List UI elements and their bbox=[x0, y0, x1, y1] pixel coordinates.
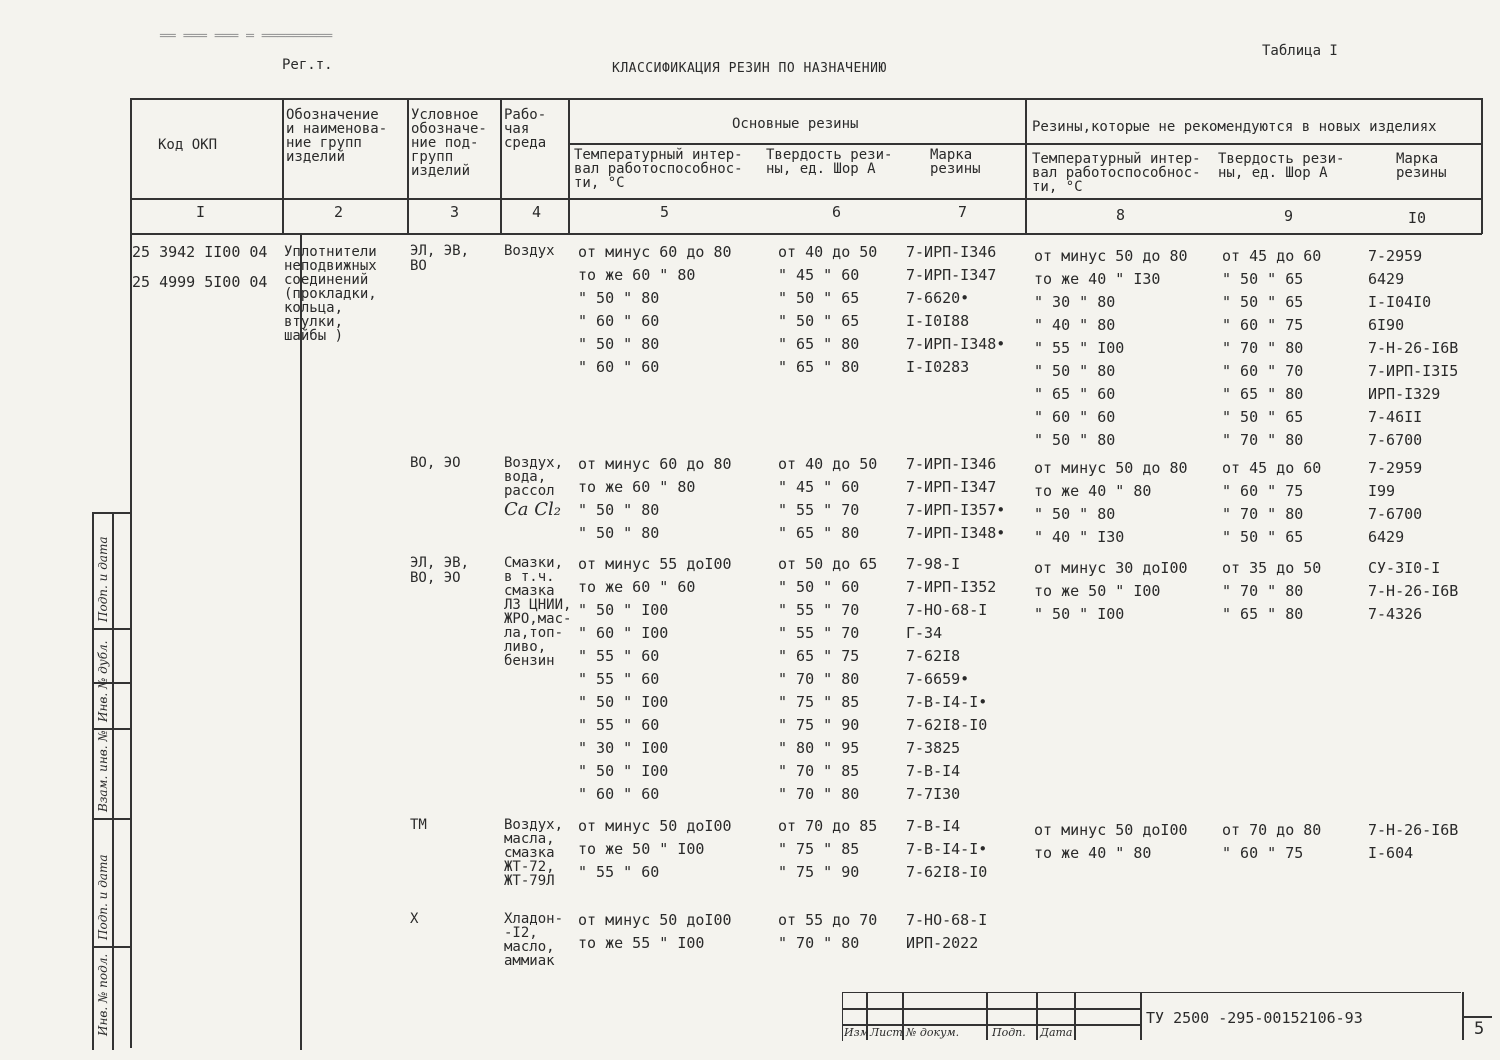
subgroup-code: ТМ bbox=[410, 817, 427, 833]
notrec-hardness: " 70 " 80 bbox=[1222, 505, 1304, 523]
medium-text: масла, bbox=[504, 831, 555, 847]
medium-text: ливо, bbox=[504, 639, 547, 655]
notrec-temp-range: от минус 50 до 80 bbox=[1034, 459, 1188, 477]
main-temp-range: " 60 " 60 bbox=[578, 358, 660, 376]
main-hardness: " 75 " 90 bbox=[778, 863, 860, 881]
notrec-rubber-grade: 7-4326 bbox=[1368, 605, 1423, 623]
notrec-temp-range: то же 40 " I30 bbox=[1034, 270, 1161, 288]
header-name: Обозначение и наименова- ние групп изделий bbox=[286, 107, 388, 165]
main-rubber-grade: 7-ИРП-I347 bbox=[906, 478, 997, 496]
notrec-rubber-grade: I-604 bbox=[1368, 844, 1414, 862]
column-numbers-rule bbox=[130, 233, 1482, 235]
main-rubber-grade: 7-В-I4 bbox=[906, 817, 961, 835]
notrec-temp-range: от минус 50 до 80 bbox=[1034, 247, 1188, 265]
main-temp-range: то же 60 " 80 bbox=[578, 266, 696, 284]
sheet-number: 5 bbox=[1474, 1019, 1485, 1039]
header-notrec-temp: Температурный интер- вал работоспособнос- ти, °С bbox=[1032, 151, 1201, 195]
page-title: КЛАССИФИКАЦИЯ РЕЗИН ПО НАЗНАЧЕНИЮ bbox=[612, 61, 887, 76]
header-env: Рабо- чая среда bbox=[504, 107, 547, 151]
main-temp-range: от минус 60 до 80 bbox=[578, 243, 732, 261]
okp-code: 25 4999 5I00 04 bbox=[132, 273, 268, 291]
main-hardness: " 70 " 80 bbox=[778, 670, 860, 688]
main-rubber-grade: I-I0283 bbox=[906, 358, 970, 376]
main-temp-range: " 50 " I00 bbox=[578, 693, 669, 711]
medium-text: смазка bbox=[504, 845, 555, 861]
main-temp-range: от минус 55 доI00 bbox=[578, 555, 732, 573]
top-stamp-left: ══ ═══ ═══ ═ ═════════ bbox=[160, 29, 333, 44]
header-main-temp: Температурный интер- вал работоспособнос- ти, °С bbox=[574, 147, 743, 191]
main-temp-range: " 30 " I00 bbox=[578, 739, 669, 757]
main-hardness: " 55 " 70 bbox=[778, 501, 860, 519]
notrec-hardness: " 65 " 80 bbox=[1222, 605, 1304, 623]
column-number: I bbox=[196, 203, 206, 221]
side-stamp-border bbox=[112, 512, 114, 1050]
notrec-hardness: " 60 " 75 bbox=[1222, 316, 1304, 334]
main-rubber-grade: 7-6659• bbox=[906, 670, 970, 688]
notrec-rubber-grade: 7-2959 bbox=[1368, 459, 1423, 477]
medium-text: -I2, bbox=[504, 925, 538, 941]
title-block-divider bbox=[1036, 992, 1038, 1040]
main-rubber-grade: 7-ИРП-I348• bbox=[906, 335, 1006, 353]
subgroup-code: ВО, ЭО bbox=[410, 570, 461, 586]
side-stamp-rule bbox=[92, 628, 132, 630]
main-rubber-grade: Г-34 bbox=[906, 624, 943, 642]
main-rubber-grade: 7-ИРП-I346 bbox=[906, 455, 997, 473]
medium-text: ЛЗ ЦНИИ, bbox=[504, 597, 572, 613]
header-okp: Код ОКП bbox=[158, 137, 218, 153]
medium-text: Хладон- bbox=[504, 911, 564, 927]
notrec-rubber-grade: I-I04I0 bbox=[1368, 293, 1432, 311]
main-rubber-grade: 7-НО-68-I bbox=[906, 601, 988, 619]
medium-text: ла,топ- bbox=[504, 625, 564, 641]
medium-text: ЖТ-79Л bbox=[504, 873, 555, 889]
main-hardness: " 50 " 65 bbox=[778, 289, 860, 307]
title-block-label: Лист bbox=[870, 1026, 903, 1039]
medium-formula: Ca Cl₂ bbox=[504, 499, 561, 520]
column-number: 5 bbox=[660, 203, 670, 221]
main-hardness: от 55 до 70 bbox=[778, 911, 878, 929]
notrec-hardness: " 50 " 65 bbox=[1222, 408, 1304, 426]
header-main-group: Основные резины bbox=[732, 116, 859, 132]
main-hardness: " 45 " 60 bbox=[778, 478, 860, 496]
main-hardness: " 75 " 85 bbox=[778, 840, 860, 858]
main-hardness: " 50 " 65 bbox=[778, 312, 860, 330]
notrec-temp-range: " 60 " 60 bbox=[1034, 408, 1116, 426]
main-hardness: от 70 до 85 bbox=[778, 817, 878, 835]
notrec-rubber-grade: 7-Н-26-I6В bbox=[1368, 582, 1459, 600]
main-temp-range: " 55 " 60 bbox=[578, 716, 660, 734]
main-hardness: " 70 " 85 bbox=[778, 762, 860, 780]
notrec-hardness: от 45 до 60 bbox=[1222, 247, 1322, 265]
main-hardness: " 50 " 60 bbox=[778, 578, 860, 596]
main-temp-range: то же 50 " I00 bbox=[578, 840, 705, 858]
notrec-temp-range: " 40 " 80 bbox=[1034, 316, 1116, 334]
medium-text: бензин bbox=[504, 653, 555, 669]
main-hardness: " 65 " 80 bbox=[778, 524, 860, 542]
medium-text: Воздух bbox=[504, 243, 555, 259]
notrec-temp-range: " 55 " I00 bbox=[1034, 339, 1125, 357]
subgroup-code: ЭЛ, ЭВ, bbox=[410, 243, 470, 259]
main-temp-range: от минус 50 доI00 bbox=[578, 817, 732, 835]
column-number: 3 bbox=[450, 203, 460, 221]
main-temp-range: " 50 " I00 bbox=[578, 762, 669, 780]
title-block-divider bbox=[986, 992, 988, 1040]
main-temp-range: " 55 " 60 bbox=[578, 863, 660, 881]
subgroup-code: ВО, ЭО bbox=[410, 455, 461, 471]
notrec-hardness: " 70 " 80 bbox=[1222, 431, 1304, 449]
notrec-rubber-grade: 7-ИРП-I3I5 bbox=[1368, 362, 1459, 380]
main-hardness: " 65 " 80 bbox=[778, 335, 860, 353]
main-temp-range: " 50 " 80 bbox=[578, 289, 660, 307]
subgroup-code: Х bbox=[410, 911, 419, 927]
main-temp-range: от минус 50 доI00 bbox=[578, 911, 732, 929]
main-rubber-grade: 7-6620• bbox=[906, 289, 970, 307]
main-rubber-grade: 7-62I8-I0 bbox=[906, 716, 988, 734]
main-rubber-grade: 7-НО-68-I bbox=[906, 911, 988, 929]
main-rubber-grade: 7-ИРП-I347 bbox=[906, 266, 997, 284]
title-block-label: Подп. bbox=[992, 1026, 1026, 1039]
side-stamp-rule bbox=[92, 946, 132, 948]
notrec-hardness: " 70 " 80 bbox=[1222, 582, 1304, 600]
table-left-border bbox=[130, 98, 132, 1048]
main-rubber-grade: 7-98-I bbox=[906, 555, 961, 573]
notrec-hardness: " 60 " 75 bbox=[1222, 482, 1304, 500]
main-temp-range: " 55 " 60 bbox=[578, 647, 660, 665]
notrec-temp-range: от минус 30 доI00 bbox=[1034, 559, 1188, 577]
main-rubber-grade: 7-ИРП-I352 bbox=[906, 578, 997, 596]
notrec-temp-range: от минус 50 доI00 bbox=[1034, 821, 1188, 839]
medium-text: смазка bbox=[504, 583, 555, 599]
title-block-label: Изм bbox=[844, 1026, 869, 1039]
notrec-hardness: " 65 " 80 bbox=[1222, 385, 1304, 403]
header-notrec-mark: Марка резины bbox=[1396, 151, 1447, 181]
notrec-hardness: " 50 " 65 bbox=[1222, 293, 1304, 311]
main-rubber-grade: 7-В-I4-I• bbox=[906, 840, 988, 858]
main-temp-range: " 50 " 80 bbox=[578, 501, 660, 519]
title-block-label: № докум. bbox=[906, 1026, 960, 1039]
title-block-rule bbox=[842, 1008, 1140, 1010]
main-rubber-grade: 7-7I30 bbox=[906, 785, 961, 803]
notrec-temp-range: то же 40 " 80 bbox=[1034, 844, 1152, 862]
main-temp-range: то же 60 " 80 bbox=[578, 478, 696, 496]
notrec-temp-range: " 50 " I00 bbox=[1034, 605, 1125, 623]
header-main-hardness: Твердость рези- ны, ед. Шор А bbox=[766, 147, 893, 177]
title-block-divider bbox=[1074, 992, 1076, 1040]
notrec-rubber-grade: I99 bbox=[1368, 482, 1396, 500]
col-divider-main bbox=[568, 98, 570, 234]
side-stamp-label: Подп. и дата bbox=[96, 536, 110, 622]
side-stamp-border bbox=[92, 512, 94, 1050]
side-stamp-rule bbox=[92, 818, 132, 820]
title-block-divider bbox=[1140, 992, 1142, 1040]
col-divider-env bbox=[500, 98, 502, 234]
notrec-temp-range: то же 50 " I00 bbox=[1034, 582, 1161, 600]
column-number: 9 bbox=[1284, 207, 1294, 225]
header-cond: Условное обозначе- ние под- групп изделий bbox=[411, 107, 487, 179]
medium-text: вода, bbox=[504, 469, 547, 485]
side-stamp-label: Взам. инв. № bbox=[96, 730, 110, 812]
col-divider-notrec bbox=[1025, 98, 1027, 234]
notrec-temp-range: то же 40 " 80 bbox=[1034, 482, 1152, 500]
main-hardness: " 75 " 90 bbox=[778, 716, 860, 734]
main-hardness: " 55 " 70 bbox=[778, 601, 860, 619]
medium-text: ЖРО,мас- bbox=[504, 611, 572, 627]
main-temp-range: от минус 60 до 80 bbox=[578, 455, 732, 473]
main-rubber-grade: 7-62I8 bbox=[906, 647, 961, 665]
main-rubber-grade: 7-ИРП-I357• bbox=[906, 501, 1006, 519]
medium-text: аммиак bbox=[504, 953, 555, 969]
main-rubber-grade: I-I0I88 bbox=[906, 312, 970, 330]
main-temp-range: " 50 " 80 bbox=[578, 524, 660, 542]
main-hardness: " 45 " 60 bbox=[778, 266, 860, 284]
main-hardness: " 65 " 80 bbox=[778, 358, 860, 376]
medium-text: в т.ч. bbox=[504, 569, 555, 585]
title-block-label: Дата bbox=[1040, 1026, 1073, 1039]
main-temp-range: то же 55 " I00 bbox=[578, 934, 705, 952]
main-temp-range: " 60 " 60 bbox=[578, 785, 660, 803]
side-stamp-label: Инв. № дубл. bbox=[96, 640, 110, 722]
notrec-hardness: от 45 до 60 bbox=[1222, 459, 1322, 477]
main-hardness: от 40 до 50 bbox=[778, 455, 878, 473]
product-group-name: Уплотнители неподвижных соединений (прокладки, кольца, втулки, шайбы ) bbox=[284, 244, 377, 344]
table-top-rule bbox=[130, 98, 1482, 100]
notrec-hardness: " 60 " 70 bbox=[1222, 362, 1304, 380]
notrec-rubber-grade: 7-Н-26-I6В bbox=[1368, 821, 1459, 839]
notrec-temp-range: " 50 " 80 bbox=[1034, 362, 1116, 380]
main-hardness: " 65 " 75 bbox=[778, 647, 860, 665]
subgroup-code: ВО bbox=[410, 258, 427, 274]
main-temp-range: " 60 " I00 bbox=[578, 624, 669, 642]
notrec-rubber-grade: 7-46II bbox=[1368, 408, 1423, 426]
column-number: 2 bbox=[334, 203, 344, 221]
main-temp-range: " 60 " 60 bbox=[578, 312, 660, 330]
notrec-hardness: " 50 " 65 bbox=[1222, 270, 1304, 288]
medium-text: Воздух, bbox=[504, 817, 564, 833]
main-rubber-grade: 7-В-I4 bbox=[906, 762, 961, 780]
side-stamp-label: Инв. № подл. bbox=[96, 953, 110, 1036]
title-block-rule bbox=[1462, 1016, 1492, 1018]
main-hardness: " 75 " 85 bbox=[778, 693, 860, 711]
column-number: 8 bbox=[1116, 206, 1126, 224]
main-rubber-grade: 7-ИРП-I346 bbox=[906, 243, 997, 261]
notrec-rubber-grade: СУ-3I0-I bbox=[1368, 559, 1441, 577]
main-hardness: " 80 " 95 bbox=[778, 739, 860, 757]
medium-text: Воздух, bbox=[504, 455, 564, 471]
notrec-temp-range: " 65 " 60 bbox=[1034, 385, 1116, 403]
notrec-temp-range: " 50 " 80 bbox=[1034, 505, 1116, 523]
notrec-rubber-grade: 7-2959 bbox=[1368, 247, 1423, 265]
header-main-mark: Марка резины bbox=[930, 147, 981, 177]
main-hardness: " 70 " 80 bbox=[778, 934, 860, 952]
main-hardness: от 40 до 50 bbox=[778, 243, 878, 261]
subgroup-code: ЭЛ, ЭВ, bbox=[410, 555, 470, 571]
notrec-temp-range: " 50 " 80 bbox=[1034, 431, 1116, 449]
notrec-rubber-grade: 6429 bbox=[1368, 270, 1405, 288]
document-number: ТУ 2500 -295-00152106-93 bbox=[1146, 1009, 1363, 1027]
notrec-hardness: от 70 до 80 bbox=[1222, 821, 1322, 839]
notrec-temp-range: " 30 " 80 bbox=[1034, 293, 1116, 311]
notrec-rubber-grade: 7-6700 bbox=[1368, 431, 1423, 449]
main-hardness: " 70 " 80 bbox=[778, 785, 860, 803]
main-temp-range: то же 60 " 60 bbox=[578, 578, 696, 596]
medium-text: масло, bbox=[504, 939, 555, 955]
col-divider-cond bbox=[407, 98, 409, 234]
column-number: 4 bbox=[532, 203, 542, 221]
main-temp-range: " 50 " 80 bbox=[578, 335, 660, 353]
notrec-hardness: от 35 до 50 bbox=[1222, 559, 1322, 577]
column-number: 7 bbox=[958, 203, 968, 221]
table-right-border bbox=[1481, 98, 1483, 234]
table-label: Таблица I bbox=[1262, 43, 1338, 59]
main-hardness: " 55 " 70 bbox=[778, 624, 860, 642]
main-rubber-grade: 7-62I8-I0 bbox=[906, 863, 988, 881]
column-number: 6 bbox=[832, 203, 842, 221]
notrec-rubber-grade: ИРП-I329 bbox=[1368, 385, 1441, 403]
main-temp-range: " 55 " 60 bbox=[578, 670, 660, 688]
notrec-hardness: " 50 " 65 bbox=[1222, 528, 1304, 546]
medium-text: ЖТ-72, bbox=[504, 859, 555, 875]
header-notrec-group: Резины,которые не рекомендуются в новых изделиях bbox=[1032, 119, 1437, 135]
notrec-rubber-grade: 7-Н-26-I6В bbox=[1368, 339, 1459, 357]
notrec-hardness: " 70 " 80 bbox=[1222, 339, 1304, 357]
col-divider-name bbox=[300, 234, 302, 1050]
header-bottom-rule bbox=[130, 198, 1482, 200]
medium-text: рассол bbox=[504, 483, 555, 499]
main-rubber-grade: 7-3825 bbox=[906, 739, 961, 757]
main-rubber-grade: 7-ИРП-I348• bbox=[906, 524, 1006, 542]
notrec-temp-range: " 40 " I30 bbox=[1034, 528, 1125, 546]
side-stamp-rule bbox=[92, 512, 132, 514]
notrec-rubber-grade: 6429 bbox=[1368, 528, 1405, 546]
corner-text: Рег.т. bbox=[282, 57, 333, 73]
main-rubber-grade: 7-В-I4-I• bbox=[906, 693, 988, 711]
side-stamp-label: Подп. и дата bbox=[96, 854, 110, 940]
main-rubber-grade: ИРП-2022 bbox=[906, 934, 979, 952]
okp-code: 25 3942 II00 04 bbox=[132, 243, 268, 261]
col-divider-okp bbox=[282, 98, 284, 234]
main-temp-range: " 50 " I00 bbox=[578, 601, 669, 619]
medium-text: Смазки, bbox=[504, 555, 564, 571]
notrec-rubber-grade: 7-6700 bbox=[1368, 505, 1423, 523]
notrec-rubber-grade: 6I90 bbox=[1368, 316, 1405, 334]
column-number: I0 bbox=[1408, 209, 1427, 227]
header-notrec-hardness: Твердость рези- ны, ед. Шор А bbox=[1218, 151, 1345, 181]
notrec-hardness: " 60 " 75 bbox=[1222, 844, 1304, 862]
main-hardness: от 50 до 65 bbox=[778, 555, 878, 573]
